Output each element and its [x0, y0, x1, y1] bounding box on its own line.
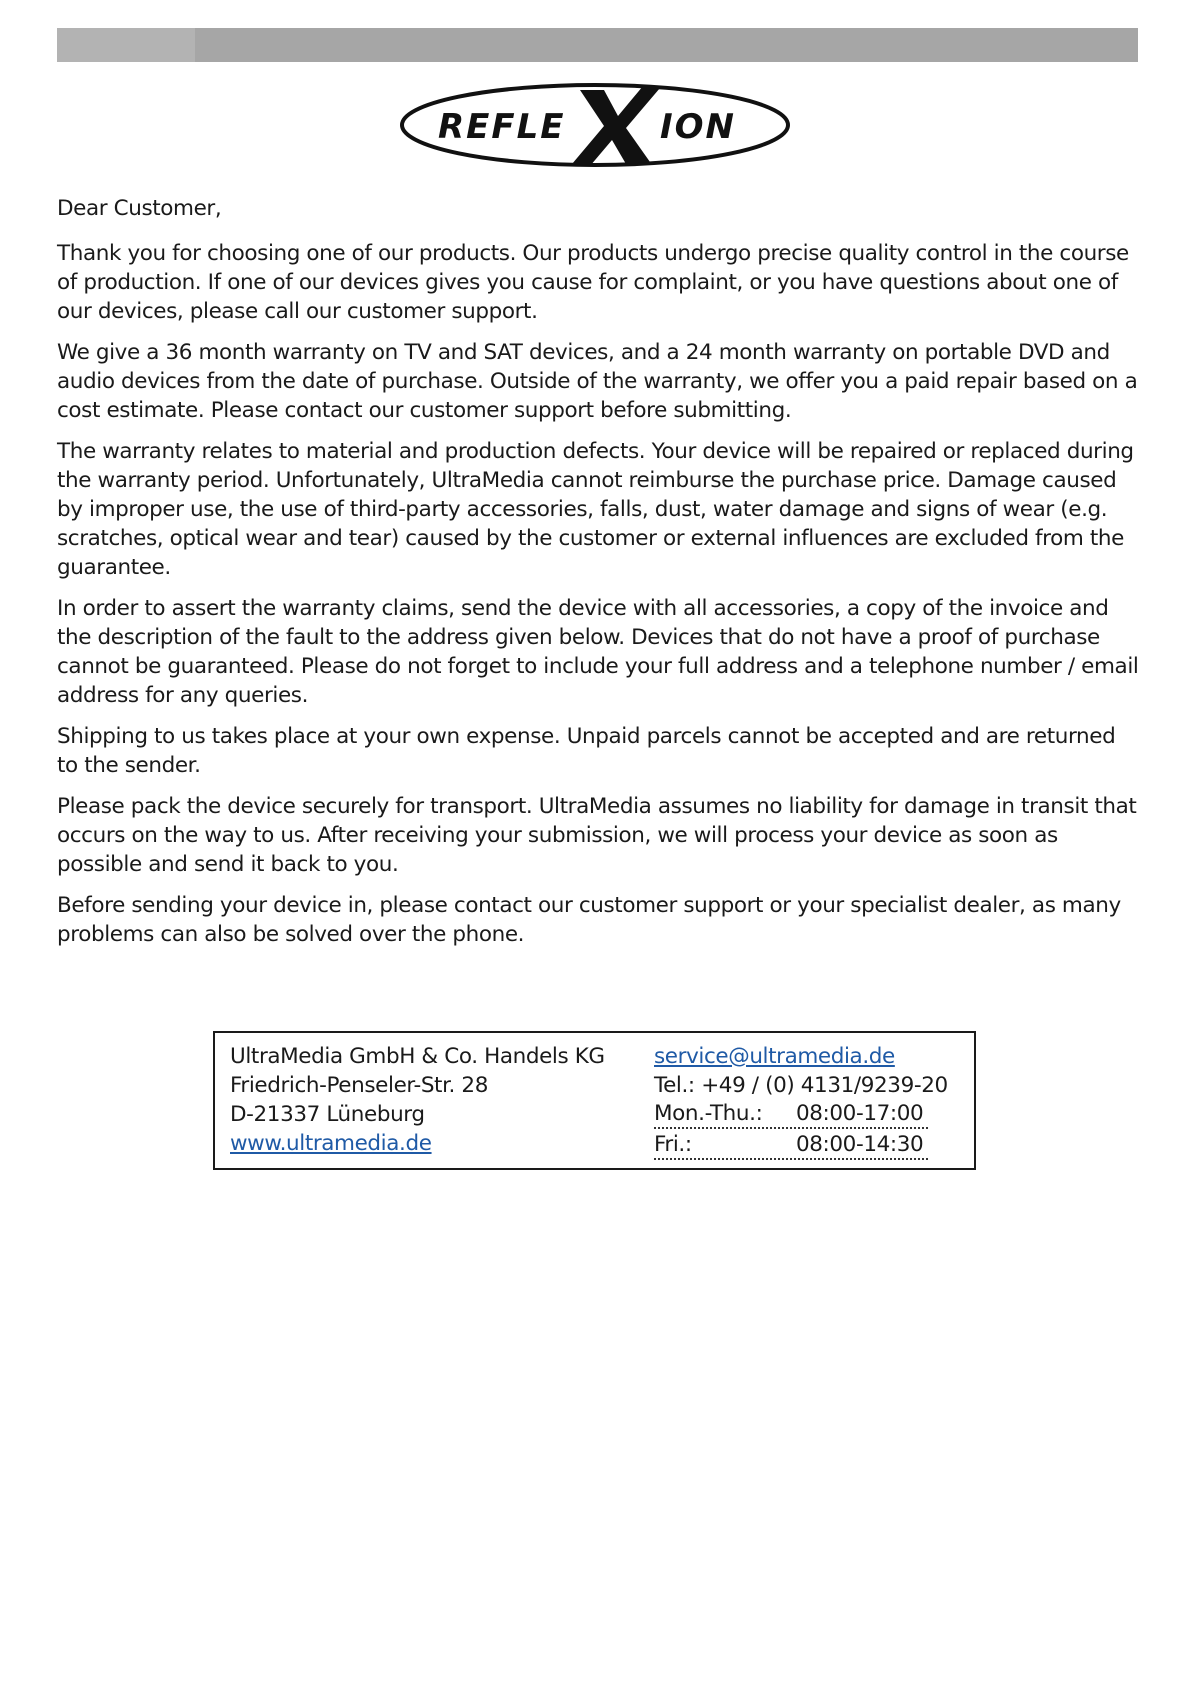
paragraph: Before sending your device in, please contact our customer support or your specialist dealer, as many problems can also be solved over the phone. — [57, 893, 1121, 947]
city-address: D-21337 Lüneburg — [230, 1102, 425, 1127]
paragraph: In order to assert the warranty claims, send the device with all accessories, a copy of the invoice and the description of the fault to the address given below. Devices that do not have a proof of purchase cannot be guaranteed. Please do not forget to include your full address and a telephone number / email address for any queries. — [57, 596, 1139, 708]
svg-text:ION: ION — [660, 107, 737, 147]
support-column — [654, 1042, 948, 1162]
header-bar — [57, 28, 1138, 62]
letter-body — [57, 194, 1142, 961]
paragraph: The warranty relates to material and production defects. Your device will be repaired or replaced during the warranty period. Unfortunately, UltraMedia cannot reimburse the purchase price. Damage caused by improper use, the use of third-party accessories, falls, dust, water damage and signs of wear (e.g. scratches, optical wear and tear) caused by the customer or external influences are excluded from the guarantee. — [57, 439, 1134, 580]
hours-time: 08:00-14:30 — [796, 1132, 924, 1157]
hours-row — [654, 1131, 928, 1160]
street-address: Friedrich-Penseler-Str. 28 — [230, 1073, 488, 1098]
paragraph: Shipping to us takes place at your own expense. Unpaid parcels cannot be accepted and are returned to the sender. — [57, 724, 1116, 778]
greeting: Dear Customer, — [57, 196, 222, 221]
phone-number: Tel.: +49 / (0) 4131/9239-20 — [654, 1073, 948, 1098]
hours-row — [654, 1100, 928, 1129]
paragraph: We give a 36 month warranty on TV and SAT devices, and a 24 month warranty on portable DVD and audio devices from the date of purchase. Outside of the warranty, we offer you a paid repair based on a cost estimate. Please contact our customer support before submitting. — [57, 340, 1138, 423]
address-column — [230, 1042, 605, 1158]
paragraph: Please pack the device securely for transport. UltraMedia assumes no liability for damage in transit that occurs on the way to us. After receiving your submission, we will process your device as soon as possible and send it back to you. — [57, 794, 1137, 877]
email-link[interactable]: service@ultramedia.de — [654, 1044, 895, 1069]
hours-time: 08:00-17:00 — [796, 1101, 924, 1126]
company-name: UltraMedia GmbH & Co. Handels KG — [230, 1044, 605, 1069]
contact-box — [213, 1031, 976, 1170]
reflexion-logo — [398, 80, 793, 170]
svg-text:REFLE: REFLE — [438, 107, 566, 147]
hours-day: Mon.-Thu.: — [654, 1101, 763, 1126]
website-link[interactable]: www.ultramedia.de — [230, 1131, 432, 1156]
paragraph: Thank you for choosing one of our products. Our products undergo precise quality control in the course of production. If one of our devices gives you cause for complaint, or you have questions about one of our devices, please call our customer support. — [57, 241, 1129, 324]
hours-day: Fri.: — [654, 1132, 692, 1157]
